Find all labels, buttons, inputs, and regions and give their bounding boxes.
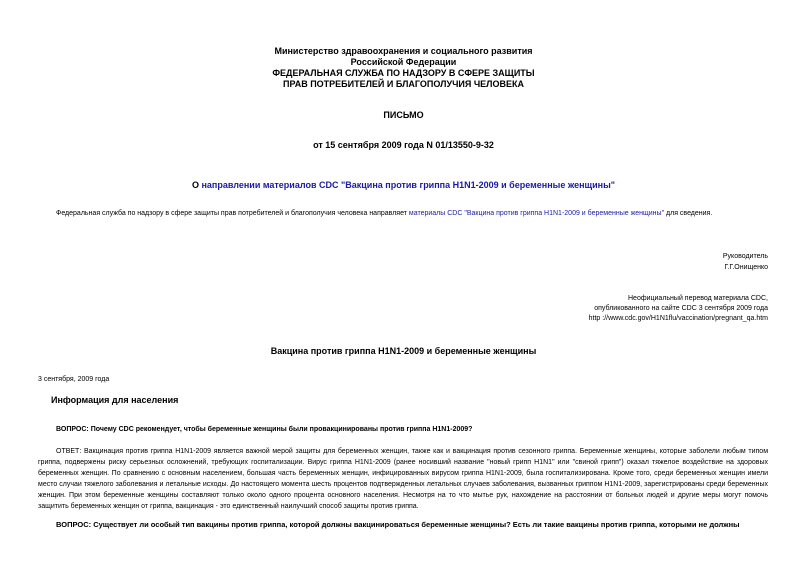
article-title: Вакцина против гриппа H1N1-2009 и беременные женщины	[270, 346, 537, 356]
translation-note-url: http ://www.cdc.gov/H1N1flu/vaccination/pregnant_qa.htm	[588, 315, 768, 322]
article-date: 3 сентября, 2009 года	[38, 376, 110, 383]
header-line-rights: ПРАВ ПОТРЕБИТЕЛЕЙ И БЛАГОПОЛУЧИЯ ЧЕЛОВЕКА	[283, 79, 524, 89]
intro-paragraph	[56, 209, 776, 219]
intro-materials-link[interactable]: материалы CDC "Вакцина против гриппа H1N1-2009 и беременные женщины"	[408, 210, 665, 217]
section-heading: Информация для населения	[51, 395, 179, 405]
subject-prefix: О	[191, 180, 202, 190]
intro-text-after: для сведения.	[664, 210, 713, 217]
header-line-country: Российской Федерации	[350, 57, 457, 67]
translation-note-line1: Неофициальный перевод материала CDC,	[628, 295, 768, 302]
signature-name: Г.Г.Онищенко	[724, 264, 768, 271]
question-1: ВОПРОС: Почему CDC рекомендует, чтобы беременные женщины были провакцинированы против гриппа H1N1-2009?	[56, 426, 473, 433]
subject-link[interactable]: направлении материалов CDC "Вакцина против гриппа H1N1-2009 и беременные женщины"	[201, 180, 616, 190]
header-line-ministry: Министерство здравоохранения и социального развития	[274, 46, 533, 56]
translation-note-line2: опубликованного на сайте CDC 3 сентября 2009 года	[594, 305, 768, 312]
header-line-service: ФЕДЕРАЛЬНАЯ СЛУЖБА ПО НАДЗОРУ В СФЕРЕ ЗАЩИТЫ	[272, 68, 535, 78]
intro-text-before: Федеральная служба по надзору в сфере защиты прав потребителей и благополучия человека направляет	[56, 210, 409, 217]
signature-title: Руководитель	[722, 253, 768, 260]
question-2: ВОПРОС: Существует ли особый тип вакцины против гриппа, которой должны вакцинироваться беременные женщины? Есть ли такие вакцины против гриппа, которыми не должны	[56, 520, 740, 529]
answer-1: ОТВЕТ: Вакцинация против гриппа H1N1-2009 является важной мерой защиты для беременных женщин, также как и вакцинация против сезонного гриппа. Беременные женщины, которые заболели любым типом гриппа, подвержены риску серьезных осложнений, требующих госпитализации. Вирус гриппа H1N1-2009 (ранее носивший название "новый грипп H1N1" или "свиной грипп") оказал тяжелое воздействие на здоровых беременных женщин. По сравнению с основным населением, большая часть беременных женщин, инфицированных вирусом гриппа H1N1-2009, была госпитализирована. Кроме того, среди беременных женщин имели место случаи тяжелого заболевания и летальные исходы. До настоящего момента шесть процентов подтвержденных летальных случаев заболевания, вызванных гриппом H1N1-2009, зарегистрированы среди беременных женщин. При этом беременные женщины составляют только около одного процента основного населения. Несмотря на то что мытье рук, нахождение на расстоянии от больных людей и другие меры могут помочь защитить беременных женщин от гриппа, вакцинация - это единственный наилучший способ защиты против гриппа.	[38, 448, 768, 510]
document-subject	[0, 180, 807, 191]
document-date-number: от 15 сентября 2009 года N 01/13550-9-32	[313, 140, 494, 150]
document-type: ПИСЬМО	[383, 110, 424, 120]
